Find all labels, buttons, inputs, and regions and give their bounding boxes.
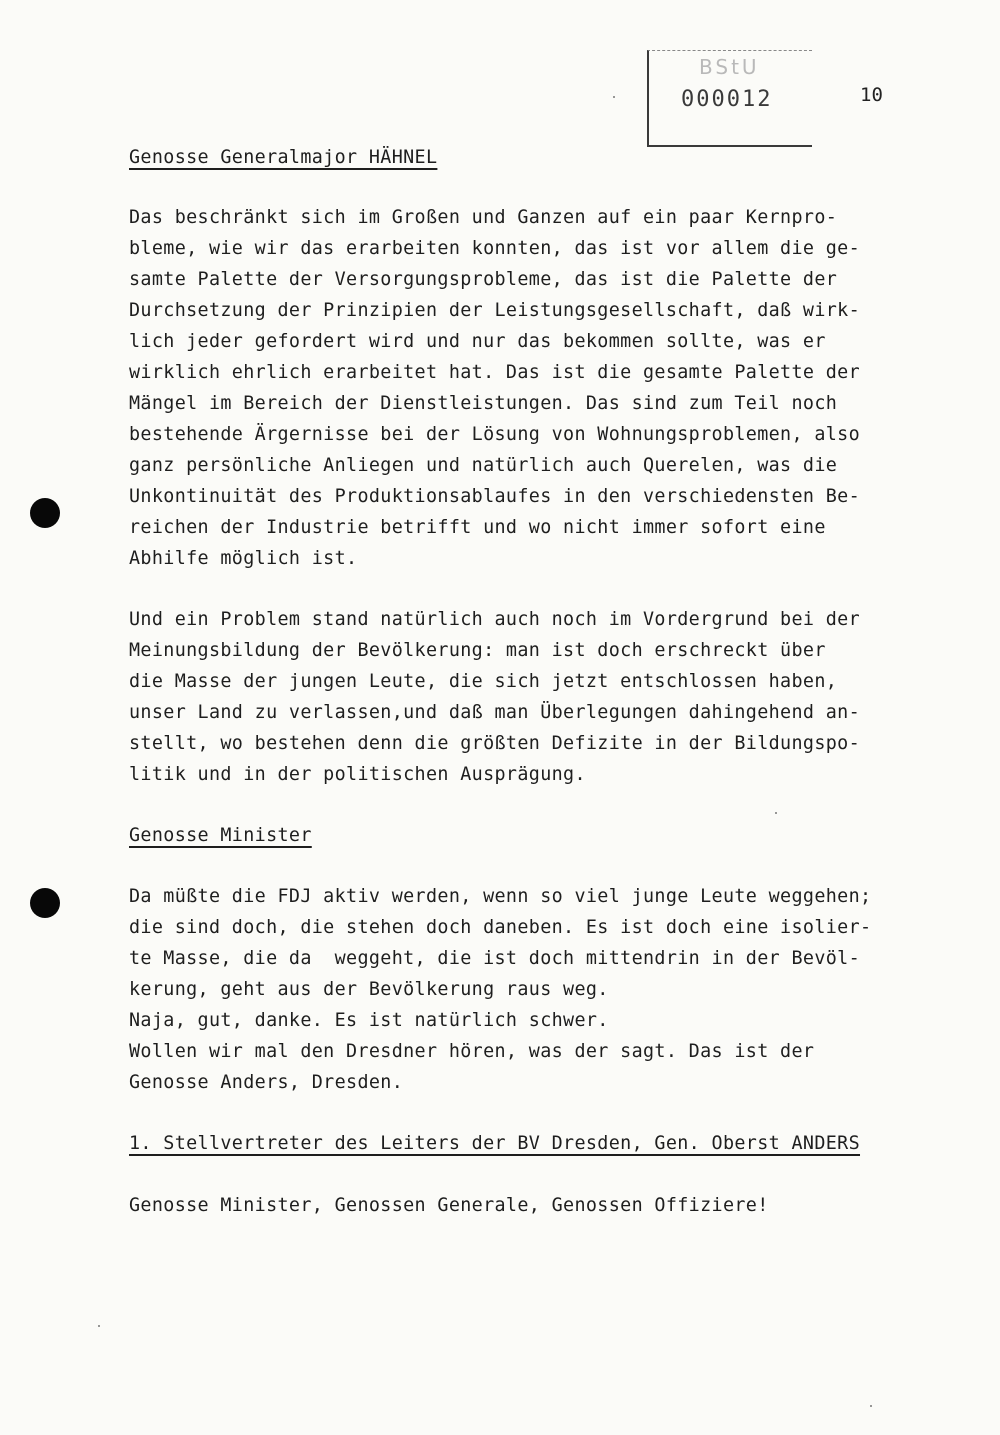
paragraph-minister-1: Da müßte die FDJ aktiv werden, wenn so viel junge Leute weggehen; die sind doch, die stehen doch daneben. Es ist doch eine isolier- te Masse, die da weggeht, die ist doch mittendrin in der Bevöl- kerung, geht aus der Bevölkerung raus weg. Naja, gut, danke. Es ist natürlich schwer. Wollen wir mal den Dresdner hören, was der sagt. Das ist der Genosse Anders, Dresden.: [129, 886, 872, 1093]
paper-speck: [870, 1405, 872, 1407]
paragraph-anders-1: Genosse Minister, Genossen Generale, Genossen Offiziere!: [129, 1195, 769, 1216]
paragraph-haehnel-1: Das beschränkt sich im Großen und Ganzen auf ein paar Kernpro- bleme, wie wir das erarbeiten konnten, das ist vor allem die ge- samte Palette der Versorgungsprobleme, das ist die Palette der Durchsetzung der Prinzipien der Leistungsgesellschaft, daß wirk- lich jeder gefordert wird und nur das bekommen sollte, was er wirklich ehrlich erarbeitet hat. Das ist die gesamte Palette der Mängel im Bereich der Dienstleistungen. Das sind zum Teil noch bestehende Ärgernisse bei der Lösung von Wohnungsproblemen, also ganz persönliche Anliegen und natürlich auch Querelen, was die Unkontinuität des Produktionsablaufes in den verschiedensten Be- reichen der Industrie betrifft und wo nicht immer sofort eine Abhilfe möglich ist.: [129, 207, 861, 569]
stamp-title: BStU: [699, 55, 760, 79]
speaker-heading-minister: Genosse Minister: [129, 825, 312, 846]
archive-stamp: [647, 50, 812, 147]
paper-speck: [775, 812, 777, 814]
speaker-heading-anders: 1. Stellvertreter des Leiters der BV Dresden, Gen. Oberst ANDERS: [129, 1133, 861, 1154]
punch-hole-lower: [30, 888, 60, 918]
paper-speck: [613, 96, 615, 98]
paper-speck: [98, 1325, 100, 1327]
page-number: 10: [860, 84, 883, 106]
speaker-heading-haehnel: Genosse Generalmajor HÄHNEL: [129, 147, 438, 168]
paragraph-haehnel-2: Und ein Problem stand natürlich auch noch im Vordergrund bei der Meinungsbildung der Bevölkerung: man ist doch erschreckt über die Masse der jungen Leute, die sich jetzt entschlossen haben, unser Land zu verlassen,und daß man Überlegungen dahingehend an- stellt, wo bestehen denn die größten Defizite in der Bildungspo- litik und in der politischen Ausprägung.: [129, 609, 861, 785]
stamp-number: 000012: [681, 87, 773, 112]
punch-hole-upper: [30, 498, 60, 528]
